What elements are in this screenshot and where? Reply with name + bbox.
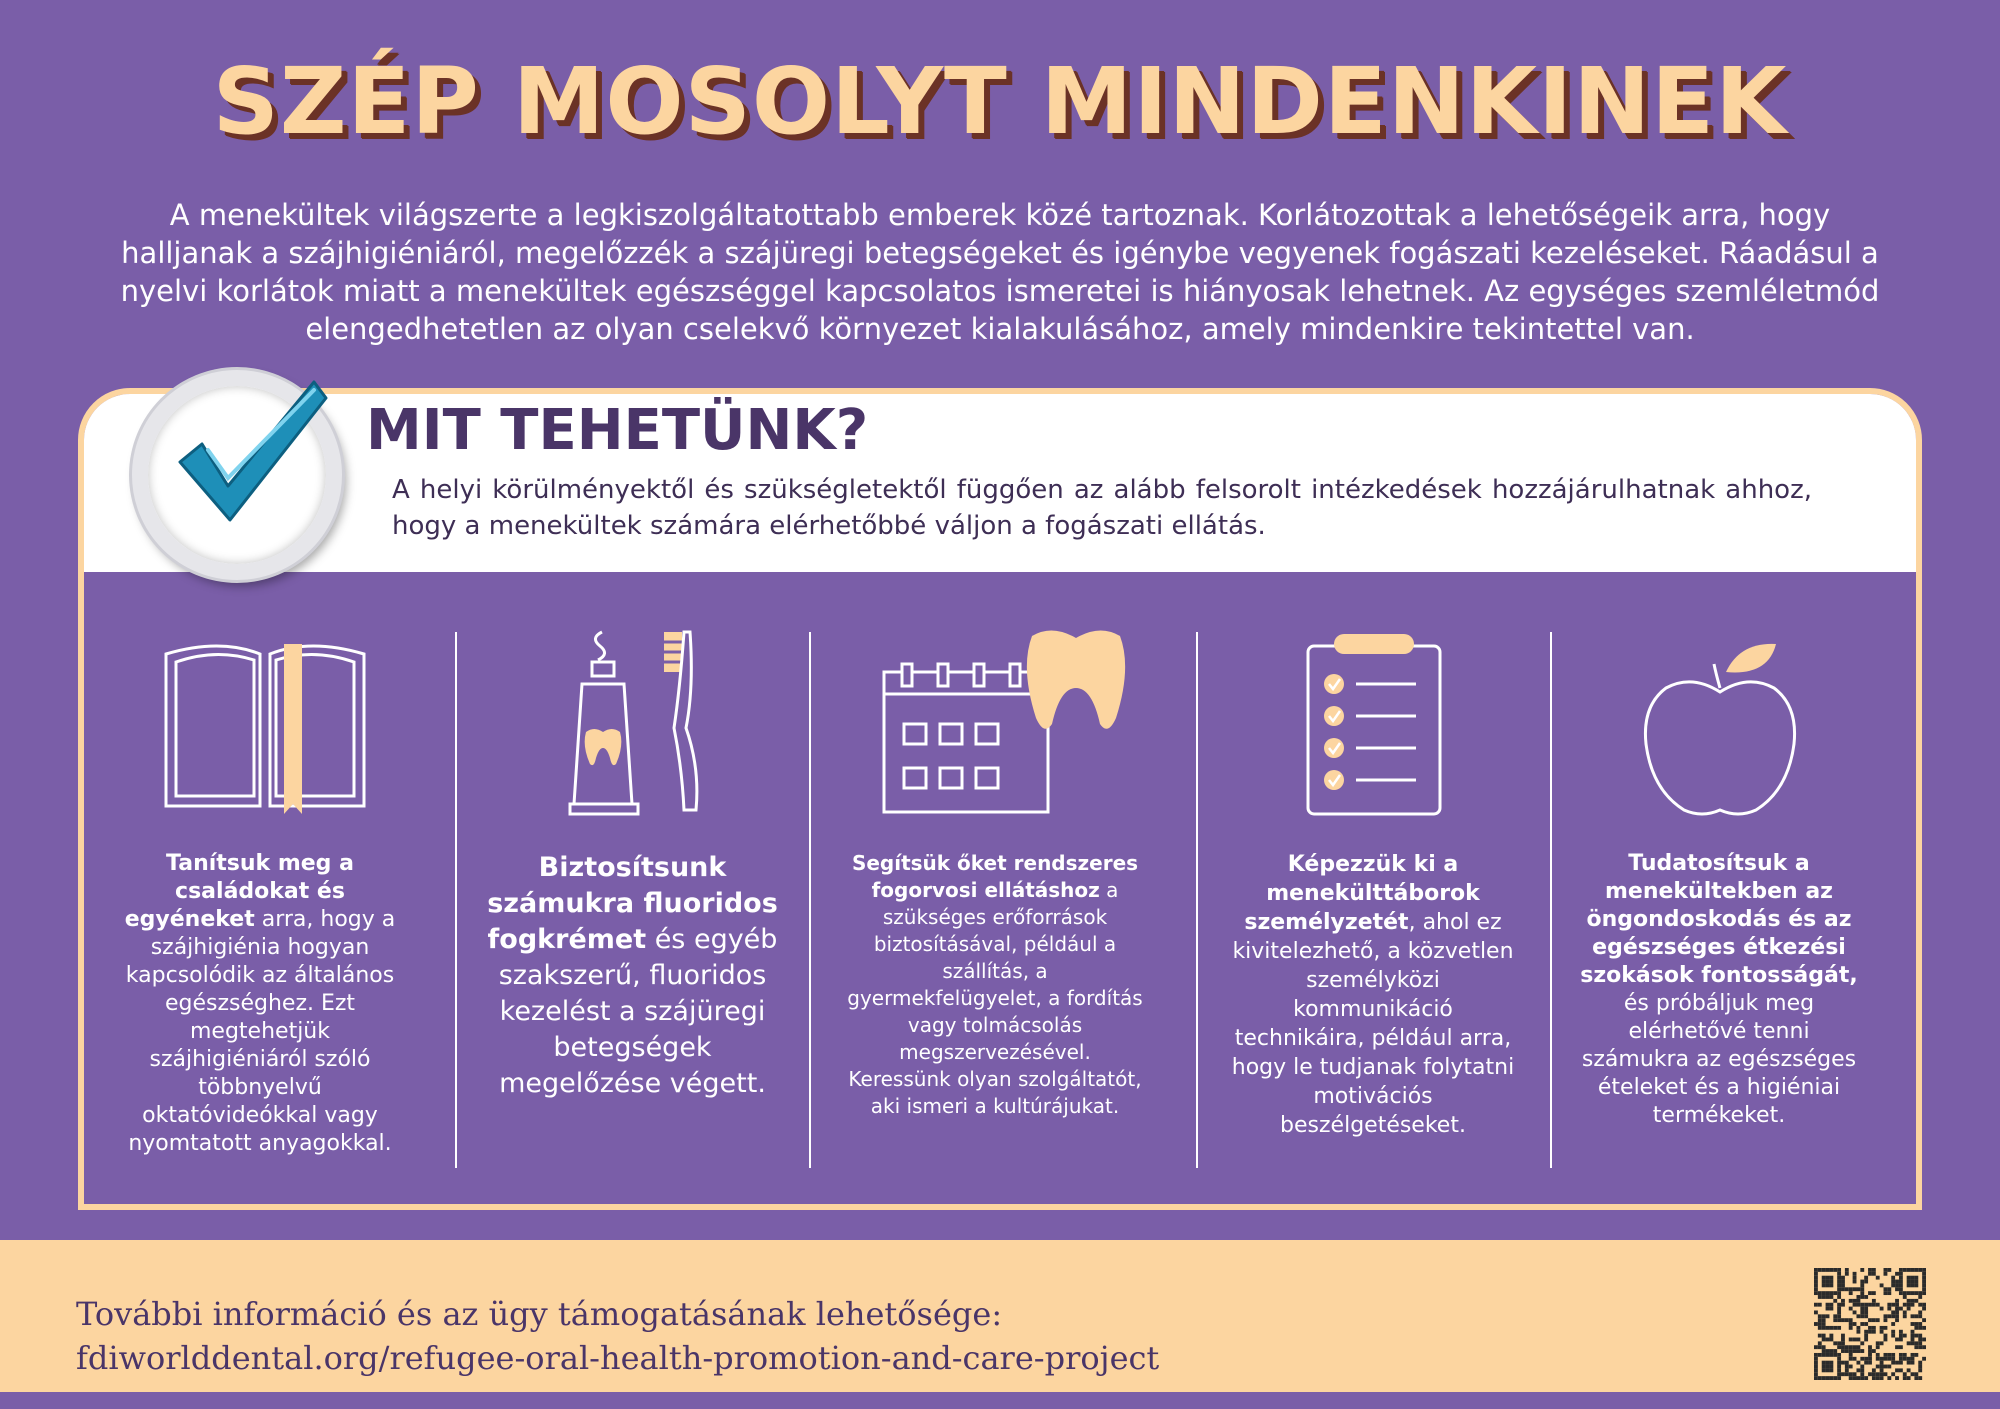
column-divider xyxy=(809,632,811,1168)
footer-link[interactable]: fdiworlddental.org/refugee-oral-health-promotion-and-care-project xyxy=(76,1339,1160,1377)
calendar-tooth-icon xyxy=(880,628,1130,818)
column-text: , ahol ez kivitelezhető, a közvetlen személyközi kommunikáció technikáira, például arra, hogy le tudjanak folytatni motivációs beszélgetéseket. xyxy=(1231,910,1515,1138)
column-fluoride xyxy=(480,850,785,1102)
column-staff-training xyxy=(1228,850,1518,1140)
column-teach xyxy=(110,850,410,1158)
column-self-care xyxy=(1574,850,1864,1130)
column-bold-text: Képezzük ki a menekülttáborok személyzetét xyxy=(1244,852,1480,935)
panel-heading: MIT TEHETÜNK? xyxy=(366,398,869,463)
apple-icon xyxy=(1640,630,1800,820)
checklist-clipboard-icon xyxy=(1304,632,1444,818)
column-divider xyxy=(455,632,457,1168)
book-icon xyxy=(160,630,370,820)
footer-info xyxy=(76,1292,1159,1380)
page-title: SZÉP MOSOLYT MINDENKINEK xyxy=(212,48,1788,155)
column-bold-text: Tanítsuk meg a családokat és egyéneket xyxy=(124,851,354,932)
column-text: és próbáljuk meg elérhetővé tenni számukra az egészséges ételeket és a higiéniai termékeket. xyxy=(1581,991,1857,1128)
column-bold-text: Segítsük őket rendszeres fogorvosi ellátáshoz xyxy=(851,851,1139,902)
column-bold-text: Biztosítsunk számukra fluoridos fogkrémet xyxy=(487,852,778,955)
qr-code-icon[interactable] xyxy=(1814,1268,1926,1380)
column-bold-text: Tudatosítsuk a menekültekben az öngondoskodás és az egészséges étkezési szokások fontosságát, xyxy=(1580,851,1858,988)
column-dental-care xyxy=(845,850,1145,1120)
column-text: arra, hogy a szájhigiénia hogyan kapcsolódik az általános egészséghez. Ezt megtehetjük szájhigiéniáról szóló többnyelvű oktatóvideókkal vagy nyomtatott anyagokkal. xyxy=(125,907,396,1156)
panel-text: A helyi körülményektől és szükségletektől függően az alább felsorolt intézkedések hozzájárulhatnak ahhoz, hogy a menekültek számára elérhetőbbé váljon a fogászati ellátás. xyxy=(392,475,1812,541)
column-text: és egyéb szakszerű, fluoridos kezelést a szájüregi betegségek megelőzése végett. xyxy=(498,924,778,1099)
column-text: a szükséges erőforrások biztosításával, például a szállítás, a gyermekfelügyelet, a fordítás vagy tolmácsolás megszervezésével. Keressünk olyan szolgáltatót, aki ismeri a kultúrájukat. xyxy=(847,878,1143,1118)
column-divider xyxy=(1196,632,1198,1168)
toothpaste-toothbrush-icon xyxy=(560,628,710,818)
column-divider xyxy=(1550,632,1552,1168)
footer-line-1: További információ és az ügy támogatásának lehetősége: xyxy=(76,1295,1003,1333)
intro-paragraph: A menekültek világszerte a legkiszolgáltatottabb emberek közé tartoznak. Korlátozottak a lehetőségeik arra, hogy halljanak a szájhigiéniáról, megelőzzék a szájüregi betegségeket és igénybe vegyenek fogászati kezeléseket. Ráadásul a nyelvi korlátok miatt a menekültek egészséggel kapcsolatos ismeretei is hiányosak lehetnek. Az egységes szemléletmód elengedhetetlen az olyan cselekvő környezet kialakulásához, amely mindenkire tekintettel van. xyxy=(120,198,1880,346)
checkmark-icon xyxy=(168,374,338,534)
